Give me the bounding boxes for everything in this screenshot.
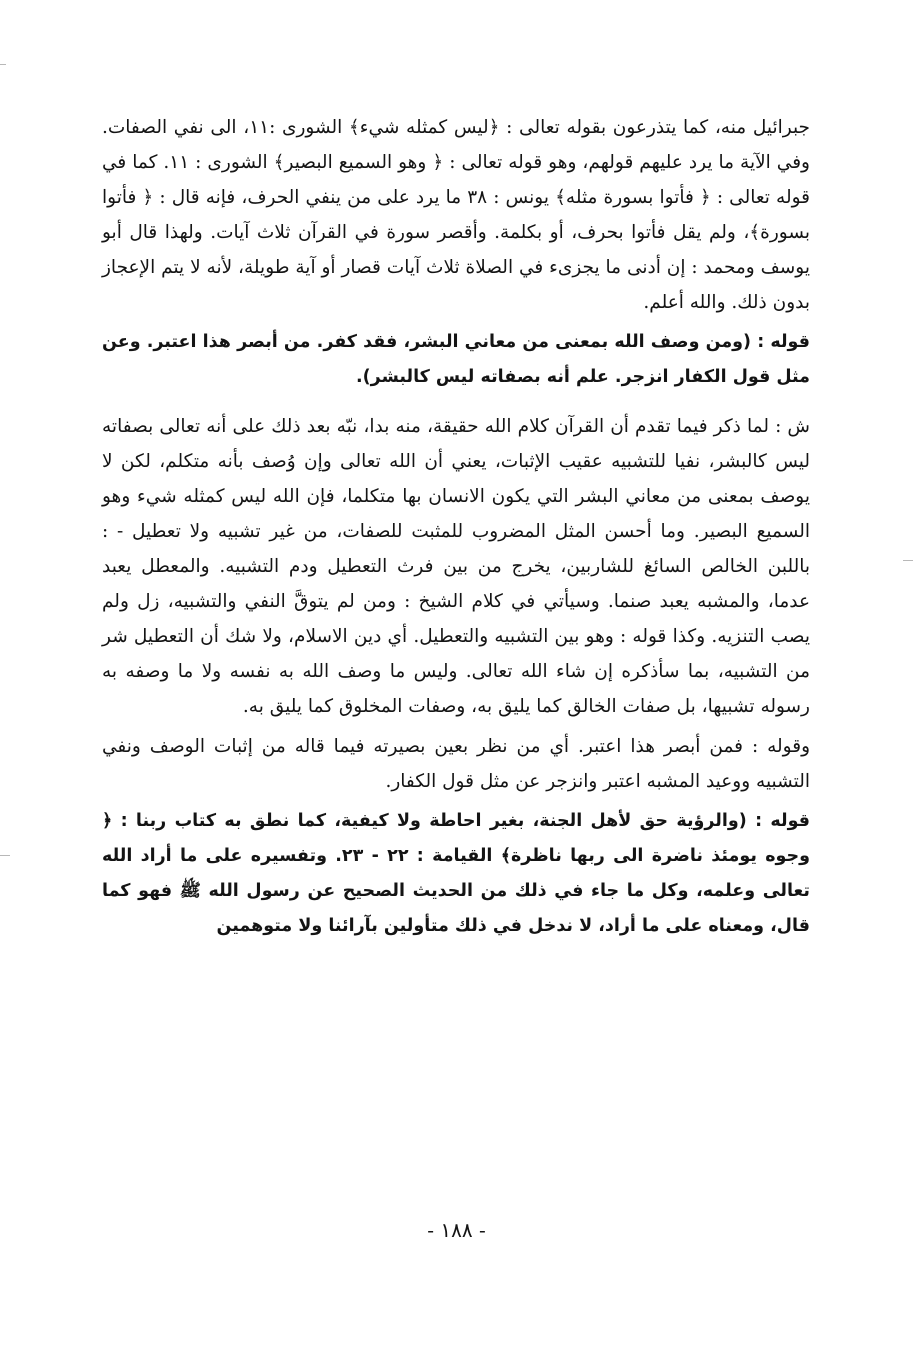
margin-mark: [0, 855, 10, 856]
margin-mark: [903, 560, 913, 561]
paragraph-commentary-quran: جبرائيل منه، كما يتذرعون بقوله تعالى : ﴿ليس كمثله شيء﴾ الشورى :١١، الى نفي الصفات. وفي الآية ما يرد عليهم قولهم، وهو قوله تعالى : ﴿ وهو السميع البصير﴾ الشورى : ١١. كما في قوله تعالى : ﴿ فأتوا بسورة مثله﴾ يونس : ٣٨ ما يرد على من ينفي الحرف، فإنه قال : ﴿ فأتوا بسورة﴾، ولم يقل فأتوا بحرف، أو بكلمة. وأقصر سورة في القرآن ثلاث آيات. ولهذا قال أبو يوسف ومحمد : إن أدنى ما يجزىء في الصلاة ثلاث آيات قصار أو آية طويلة، لأنه لا يتم الإعجاز بدون ذلك. والله أعلم.: [102, 117, 811, 313]
margin-mark: [0, 64, 6, 65]
page-number: - ١٨٨ -: [427, 1218, 486, 1242]
page-body: [102, 110, 810, 944]
paragraph-commentary-tashbih: ش : لما ذكر فيما تقدم أن القرآن كلام الله حقيقة، منه بدا، نبّه بعد ذلك على أنه تعالى بصفاته ليس كالبشر، نفيا للتشبيه عقيب الإثبات، يعني أن الله تعالى وإن وُصف بأنه متكلم، لكن لا يوصف بمعنى من معاني البشر التي يكون الانسان بها متكلما، فإن الله ليس كمثله شيء وهو السميع البصير. وما أحسن المثل المضروب للمثبت للصفات، من غير تشبيه ولا تعطيل - : باللبن الخالص السائغ للشاربين، يخرج من بين فرث التعطيل ودم التشبيه. والمعطل يعبد عدما، والمشبه يعبد صنما. وسيأتي في كلام الشيخ : ومن لم يتوقَّ النفي والتشبيه، زل ولم يصب التنزيه. وكذا قوله : وهو بين التشبيه والتعطيل. أي دين الاسلام، ولا شك أن التعطيل شر من التشبيه، بما سأذكره إن شاء الله تعالى. وليس ما وصف الله به نفسه ولا ما وصفه به رسوله تشبيها، بل صفات الخالق كما يليق به، وصفات المخلوق كما يليق به.: [102, 416, 810, 717]
paragraph-matn-ruya: قوله : (والرؤية حق لأهل الجنة، بغير احاطة ولا كيفية، كما نطق به كتاب ربنا : ﴿ وجوه يومئذ ناضرة الى ربها ناظرة﴾ القيامة : ٢٢ - ٢٣. وتفسيره على ما أراد الله تعالى وعلمه، وكل ما جاء في ذلك من الحديث الصحيح عن رسول الله ﷺ فهو كما قال، ومعناه على ما أراد، لا ندخل في ذلك متأولين بآرائنا ولا متوهمين: [102, 811, 810, 936]
paragraph-matn-quote: قوله : (ومن وصف الله بمعنى من معاني البشر، فقد كفر. من أبصر هذا اعتبر. وعن مثل قول الكفار انزجر. علم أنه بصفاته ليس كالبشر).: [102, 332, 810, 387]
paragraph-commentary-itibar: وقوله : فمن أبصر هذا اعتبر. أي من نظر بعين بصيرته فيما قاله من إثبات الوصف ونفي التشبيه ووعيد المشبه اعتبر وانزجر عن مثل قول الكفار.: [102, 736, 810, 792]
